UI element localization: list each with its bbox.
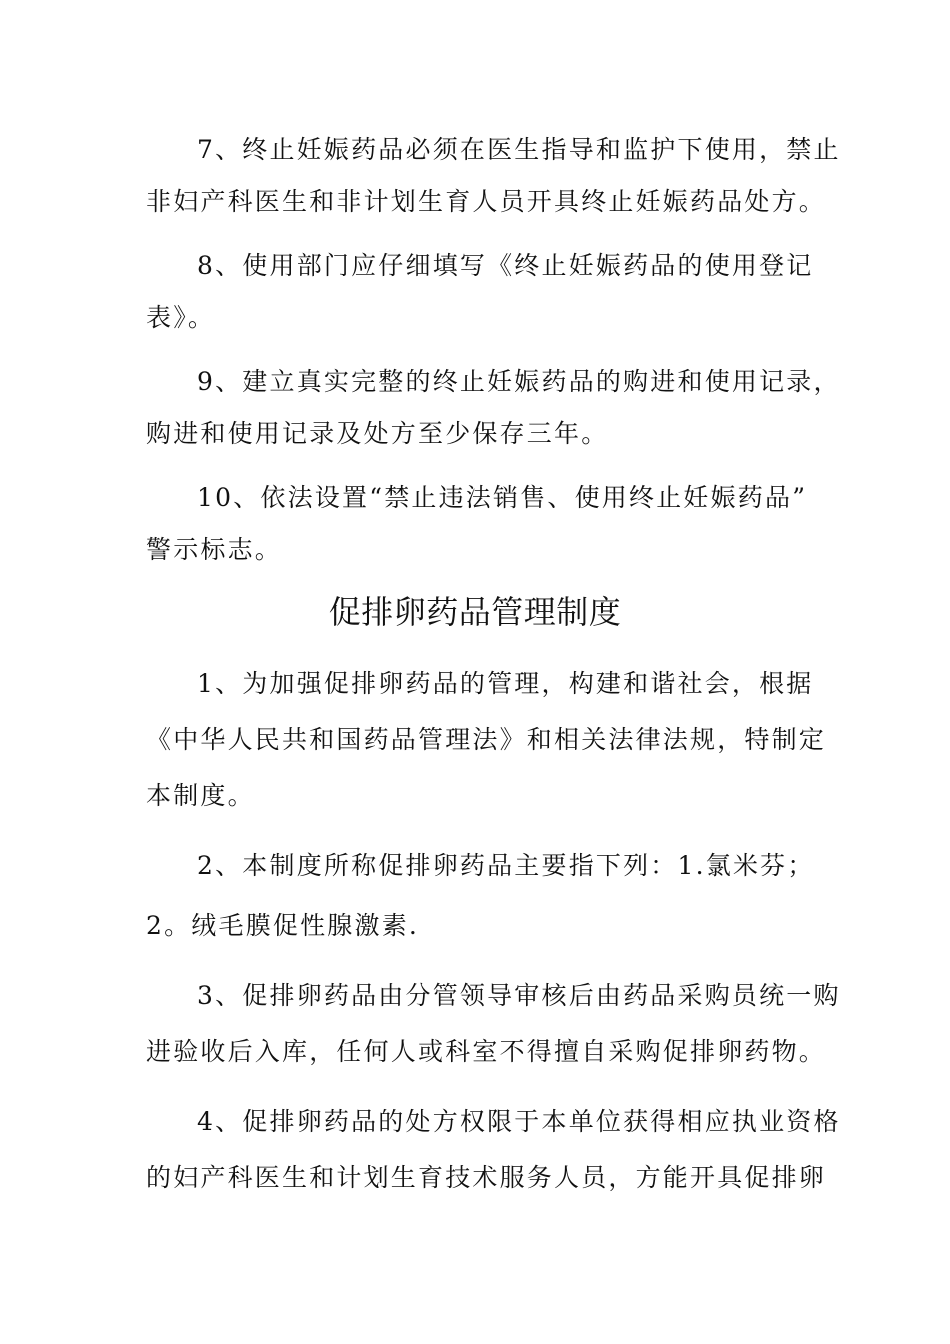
paragraph-10-line-1: 10、依法设置“禁止违法销售、使用终止妊娠药品” [197, 483, 808, 512]
paragraph-10-line-2: 警示标志。 [146, 535, 283, 564]
s2-paragraph-2-line-2: 2。绒毛膜促性腺激素. [146, 911, 420, 940]
s2-paragraph-1-line-1: 1、为加强促排卵药品的管理，构建和谐社会，根据 [197, 669, 814, 698]
s2-paragraph-4-line-1: 4、促排卵药品的处方权限于本单位获得相应执业资格 [197, 1107, 841, 1136]
s2-paragraph-1-line-3: 本制度。 [146, 781, 255, 810]
s2-paragraph-2-line-1: 2、本制度所称促排卵药品主要指下列：1.氯米芬； [197, 851, 815, 880]
paragraph-9-line-1: 9、建立真实完整的终止妊娠药品的购进和使用记录， [197, 367, 841, 396]
paragraph-7-line-2: 非妇产科医生和非计划生育人员开具终止妊娠药品处方。 [146, 187, 827, 216]
s2-paragraph-1-line-2: 《中华人民共和国药品管理法》和相关法律法规，特制定 [146, 725, 827, 754]
paragraph-8-line-1: 8、使用部门应仔细填写《终止妊娠药品的使用登记 [197, 251, 814, 280]
paragraph-7-line-1: 7、终止妊娠药品必须在医生指导和监护下使用，禁止 [197, 135, 841, 164]
s2-paragraph-4-line-2: 的妇产科医生和计划生育技术服务人员，方能开具促排卵 [146, 1163, 827, 1192]
paragraph-9-line-2: 购进和使用记录及处方至少保存三年。 [146, 419, 609, 448]
paragraph-8-line-2: 表》。 [146, 303, 216, 332]
s2-paragraph-3-line-1: 3、促排卵药品由分管领导审核后由药品采购员统一购 [197, 981, 841, 1010]
section-2-title: 促排卵药品管理制度 [328, 593, 622, 631]
s2-paragraph-3-line-2: 进验收后入库，任何人或科室不得擅自采购促排卵药物。 [146, 1037, 827, 1066]
